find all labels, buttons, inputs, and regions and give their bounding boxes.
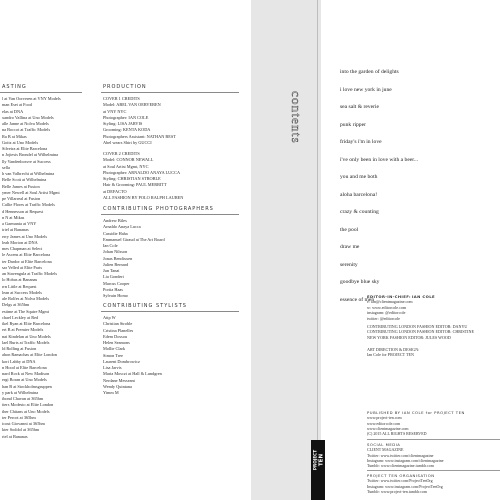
publisher-rule — [367, 439, 500, 440]
list-item: punk ripper — [340, 121, 366, 128]
list-item: Wendy Quintana — [103, 383, 132, 389]
list-item: elas at DNA — [2, 108, 24, 114]
list-item: Simon Tree — [103, 352, 123, 358]
list-item: Edem Dossou — [103, 333, 127, 339]
list-item: Atip W — [103, 315, 116, 320]
list-item: icout Giovanni at 365hm — [2, 421, 45, 426]
list-item: friday's i'm in love — [340, 139, 382, 145]
list-item: Emmanuel Giraud at The Art Board — [103, 236, 165, 242]
list-item: essence of men — [340, 296, 375, 303]
list-item: ther Chitans at Uno Models — [2, 408, 50, 414]
list-item: Grooming: KENTA KODA — [103, 127, 151, 133]
list-item: Portia Haas — [103, 286, 123, 292]
social-lines — [367, 453, 444, 469]
list-item: han B at Stockholmsgruppen — [2, 383, 52, 389]
editor-line: EDITOR-IN-CHIEF: IAN COLE — [367, 294, 436, 299]
list-item: man Eset at Food — [2, 102, 32, 108]
production-rule — [101, 92, 239, 93]
list-item: alle Janne at Nolva Models — [2, 121, 49, 126]
logo-bottom: TEN — [318, 453, 325, 467]
editor-email: e: ian@clientmagazine.com — [367, 299, 413, 305]
list-item: lo Hobas at Bananas — [2, 277, 38, 283]
list-item: Maria Mosczi at Hall & Lundgren — [103, 371, 162, 377]
list-item: n Hood at Elite Barcelona — [2, 364, 47, 370]
editor-instagram: instagram: @editorcole — [367, 310, 406, 316]
list-item: ALL FASHION BY POLO RALPH LAUREN — [103, 194, 184, 200]
list-item: at Soul Artist Mgmt, NYC — [103, 163, 149, 169]
list-item: sea salt & reverie — [340, 104, 379, 110]
list-item: d Hennesson at Request — [2, 208, 44, 214]
org-block — [367, 473, 443, 494]
list-item: Belle James at Fusion — [2, 183, 40, 189]
project-ten-logo — [311, 440, 325, 500]
list-item: chael Leckley at Red — [2, 314, 39, 320]
stylists-heading: CONTRIBUTING STYLISTS — [103, 303, 187, 309]
list-item: leah Morton at DNA — [2, 239, 38, 245]
list-item: rrn Little at Request — [2, 283, 37, 289]
list-item: erry James at Uno Models — [2, 233, 48, 239]
contents-word: contents — [289, 91, 304, 144]
publisher-block — [367, 410, 465, 436]
list-item: goodbye blue sky — [340, 279, 380, 285]
list-item: Goitz at Uno Models — [2, 139, 39, 145]
list-item: ter Dardor at Elite Barcelona — [2, 258, 52, 264]
list-item: xandro Vallina at Uno Models — [2, 114, 54, 120]
list-item: lean at Success Models — [2, 289, 42, 295]
list-item: Yimm M — [103, 390, 119, 395]
contents-list — [340, 68, 418, 313]
org-heading: PROJECT TEN ORGANISATION — [367, 473, 435, 478]
list-item: serenity — [340, 261, 358, 268]
london-editor: CONTRIBUTING LONDON FASHION EDITOR: DANYU — [367, 324, 468, 329]
logo-top: PROJECT — [312, 449, 318, 471]
list-item: COVER 2 CREDITS — [103, 151, 140, 156]
list-item: you and me both — [340, 174, 378, 180]
list-item: ymer Newell at Soul Artist Mgmt — [2, 189, 60, 195]
london-editor-2: CONTRIBUTING LONDON FASHION EDITOR: CHRISTINE — [367, 329, 474, 335]
list-item: crazy & counting — [340, 209, 379, 215]
list-item: y park at Wilhelmina — [2, 389, 39, 395]
art-direction-block — [367, 347, 419, 358]
list-item: h van Valbrecht at Wilhelmina — [2, 171, 55, 176]
list-item: iters Modesto at Elite London — [2, 402, 54, 408]
list-item: ale Rolfes at Nolva Models — [2, 296, 50, 301]
editor-block — [367, 294, 435, 321]
published-by: PUBLISHED BY IAN COLE for PROJECT TEN — [367, 410, 465, 415]
contents-title-graphic — [282, 89, 316, 169]
list-item: Cassidie Haha — [103, 230, 128, 236]
list-item: na Boccot at Traffic Models — [2, 127, 51, 133]
list-item: Model: CONNOR NEWALL — [103, 157, 154, 163]
list-item: Photographers Assistant: NATHAN BEST — [103, 133, 176, 139]
list-item: i've only been in love with a beer... — [340, 156, 419, 163]
logo-graphic — [311, 440, 325, 500]
list-item: pe Villarreal at Fusion — [2, 196, 41, 201]
list-item: at VNY NYC — [103, 108, 127, 114]
list-item: at DEFACTO — [103, 188, 127, 194]
list-item: mes Chapman at Select — [2, 246, 43, 251]
list-item: Sylvain Homo — [103, 293, 128, 298]
spine-divider — [317, 0, 318, 500]
org-lines — [367, 478, 443, 494]
spine-gutter — [251, 0, 321, 500]
list-item: i love new york in june — [340, 86, 392, 93]
list-item: nard Rock at New Madison — [2, 371, 50, 376]
list-item: lael Burts at Traffic Models — [2, 339, 50, 345]
list-item: Christian Stroble — [103, 321, 133, 327]
list-item: Belle Scott at Wilhelmina — [2, 177, 47, 183]
list-item: Styling: CHRISTIAN STROBLE — [103, 176, 161, 181]
list-item: estime at The Squire Mgmt — [2, 308, 49, 314]
list-item: draw me — [340, 244, 360, 250]
list-item: n Jojiesis Brondel at Wilhelmina — [2, 152, 59, 158]
list-item: Jonas Bendixxen — [103, 255, 133, 261]
list-item: Marcus Cooper — [103, 280, 130, 286]
list-item: an Stavengula at Traffic Models — [2, 271, 58, 276]
list-item: ert B at Premier Models — [2, 327, 44, 333]
list-item: Abel wears Shirt by GUCCI — [103, 139, 152, 145]
production-list — [103, 96, 183, 201]
list-item: Andrew Biles — [103, 218, 127, 223]
list-item: sar Velled at Elite Paris — [2, 264, 43, 270]
art-direction-value: Ian Cole for PROJECT TEN — [367, 352, 414, 358]
newyork-editor: NEW YORK FASHION EDITOR: JULES WOOD — [367, 334, 451, 340]
stylists-rule — [101, 311, 239, 312]
list-item: COVER 1 CREDITS — [103, 96, 140, 101]
list-item: Nerdane Messeant — [103, 377, 135, 383]
list-item: Cristina Planelles — [103, 327, 134, 333]
list-item: ter Percot at 365hm — [2, 414, 36, 420]
photographers-list — [103, 218, 165, 299]
publisher-lines — [367, 415, 465, 436]
social-rule — [367, 470, 500, 471]
casting-rule — [0, 92, 82, 93]
list-item: Arnaldo Anaya Lucca — [103, 224, 141, 230]
list-item: ld Rolling at Fusion — [2, 346, 37, 351]
stylists-list — [103, 315, 162, 396]
production-heading: PRODUCTION — [103, 84, 147, 90]
list-item: kori Labby at DNA — [2, 358, 36, 364]
info-line: Instagram: www.instagram.com/clientmagazine — [367, 457, 444, 463]
list-item: aloha barcelona! — [340, 191, 378, 198]
social-block — [367, 442, 444, 468]
list-item: Helen Seamons — [103, 340, 130, 345]
list-item: Silveira at Elite Barcelona — [2, 146, 48, 151]
list-item: Jun Tanai — [103, 268, 120, 273]
info-line: Instagram: www.instagram.com/ProjectTenOrg — [367, 483, 443, 489]
list-item: lly Vandenbosvre at Success — [2, 158, 51, 164]
list-item: Mollie Clark — [103, 346, 126, 352]
social-sub: CLIENT MAGAZINE — [367, 447, 404, 453]
list-item: ahon Ramachas at Elite London — [2, 352, 57, 358]
info-line: www.editorcole.com — [367, 420, 401, 426]
list-item: Johan Nilsson — [103, 249, 128, 255]
list-item: Julien Bernard — [103, 261, 129, 267]
list-item: sella — [2, 164, 10, 170]
info-line: Tumblr: www.project-ten.tumblr.com — [367, 488, 428, 494]
list-item: Hair & Grooming: PAUL MERRITT — [103, 182, 167, 188]
list-item: ikel Ryan at Elite Barcelona — [2, 321, 51, 326]
list-item: Styling: LISA JARVIS — [103, 121, 143, 126]
casting-list — [2, 96, 61, 440]
info-line: (C) 2015 ALL RIGHTS RESERVED — [367, 431, 427, 437]
casting-heading: ASTING — [2, 84, 27, 90]
art-direction-label: ART DIRECTION & DESIGN: — [367, 347, 420, 352]
info-line: Twitter: www.twitter.com/clientmagazine — [367, 452, 434, 458]
list-item: Photographer: ARNALDO ANAYA LUCCA — [103, 169, 181, 175]
logo-text — [311, 440, 325, 500]
photographers-rule — [101, 214, 239, 215]
list-item: Ra B at Mikas — [2, 133, 27, 139]
list-item: l at Van Oorveren at VNY Models — [2, 96, 61, 101]
list-item: ergi Boran at Uno Models — [2, 377, 47, 383]
list-item: Ian Cole — [103, 243, 118, 248]
list-item: the pool — [340, 226, 359, 233]
list-item: ibond Chavan at 365hm — [2, 396, 44, 401]
editor-twitter: twitter: @editorcole — [367, 315, 400, 321]
list-item: Model: ABEL VAN OERVEREN — [103, 102, 161, 108]
list-item: iriel at Bananas — [2, 227, 29, 233]
list-item: riel at Bananas — [2, 433, 28, 439]
contents-title — [282, 89, 316, 169]
list-item: Laurent Dombrowicz — [103, 358, 140, 364]
fashion-editors-block — [367, 324, 474, 340]
info-line: Twitter: www.twitter.com/ProjectTenOrg — [367, 478, 433, 484]
info-line: Tumblr: www.clientmagazine.tumblr.com — [367, 463, 434, 469]
list-item: kter Soddol at 365hm — [2, 427, 40, 433]
social-heading: SOCIAL MEDIA — [367, 442, 401, 447]
editor-web: w: www.editorcole.com — [367, 304, 407, 310]
list-item: Lisa Jarvis — [103, 365, 122, 370]
list-item: Lia Gondert — [103, 274, 124, 280]
list-item: Photographer: IAN COLE — [103, 114, 149, 120]
photographers-heading: CONTRIBUTING PHOTOGRAPHERS — [103, 206, 214, 212]
list-item: n N at Mikas — [2, 214, 25, 220]
list-item: a Garmania at VNY — [2, 221, 37, 226]
info-line: www.clientmagazine.com — [367, 425, 409, 431]
list-item: le Ascens at Elite Barcelona — [2, 252, 51, 258]
info-line: www.project-ten.com — [367, 415, 402, 421]
list-item: Callie Flores at Traffic Models — [2, 202, 55, 208]
list-item: nai Kindelan at Uno Models — [2, 333, 51, 339]
list-item: into the garden of delights — [340, 69, 399, 75]
list-item: Delgs at 365hm — [2, 302, 30, 308]
